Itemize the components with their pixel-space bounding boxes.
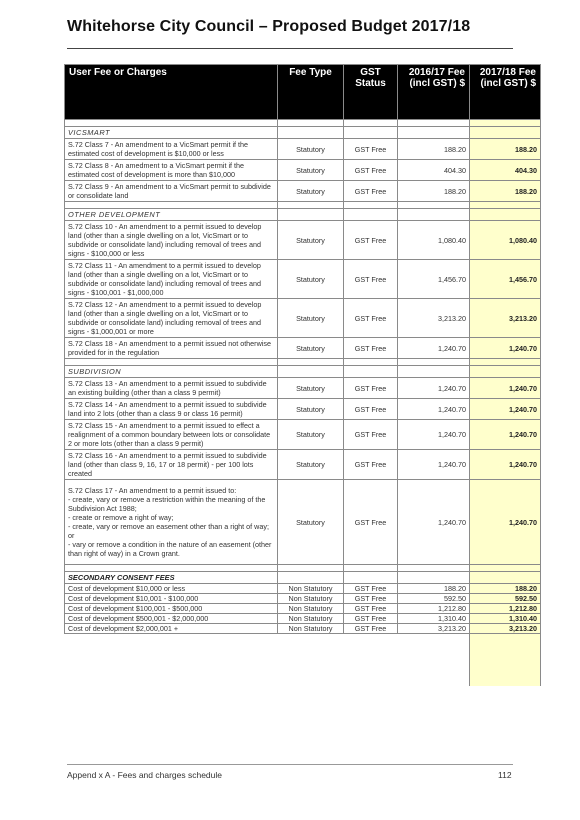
fee-2016-17: 404.30 — [398, 160, 470, 181]
section-empty-cell — [344, 209, 398, 221]
fee-type: Statutory — [278, 450, 344, 480]
table-row — [65, 378, 541, 399]
spacer-cell — [344, 359, 398, 366]
filler-cell — [470, 634, 541, 687]
section-heading: OTHER DEVELOPMENT — [65, 209, 278, 221]
section-empty-cell — [398, 209, 470, 221]
section-empty-cell — [278, 127, 344, 139]
table-row — [65, 420, 541, 450]
fee-2016-17: 1,240.70 — [398, 450, 470, 480]
table-row — [65, 450, 541, 480]
fee-type: Statutory — [278, 260, 344, 299]
spacer-cell — [278, 120, 344, 127]
filler-cell — [344, 634, 398, 687]
spacer-cell — [344, 120, 398, 127]
filler-cell — [278, 634, 344, 687]
gst-status: GST Free — [344, 624, 398, 634]
fee-description: S.72 Class 13 - An amendment to a permit issued to subdivide an existing building (other than a class 9 permit) — [65, 378, 278, 399]
gst-status: GST Free — [344, 378, 398, 399]
filler-cell — [398, 634, 470, 687]
fee-2016-17: 1,240.70 — [398, 338, 470, 359]
footer-divider — [67, 764, 513, 765]
header-fee-2016-17: 2016/17 Fee (incl GST) $ — [398, 65, 470, 120]
header-fee-2017-18: 2017/18 Fee (incl GST) $ — [470, 65, 541, 120]
fee-type: Non Statutory — [278, 614, 344, 624]
fee-description: Cost of development $10,000 or less — [65, 584, 278, 594]
gst-status: GST Free — [344, 450, 398, 480]
fee-type: Statutory — [278, 221, 344, 260]
section-heading-row — [65, 366, 541, 378]
spacer-cell — [65, 359, 278, 366]
fee-description: S.72 Class 15 - An amendment to a permit issued to effect a realignment of a common boundary between lots or consolidate 2 or more lots (other than a class 9 permit) — [65, 420, 278, 450]
fee-2016-17: 1,240.70 — [398, 378, 470, 399]
fee-description: S.72 Class 14 - An amendment to a permit issued to subdivide land into 2 lots (other than a class 9 or class 16 permit) — [65, 399, 278, 420]
fee-2016-17: 1,240.70 — [398, 420, 470, 450]
table-row — [65, 624, 541, 634]
description-line: S.72 Class 17 - An amendment to a permit issued to: — [68, 486, 237, 495]
section-empty-cell — [470, 127, 541, 139]
gst-status: GST Free — [344, 420, 398, 450]
description-line: - create, vary or remove an easement other than a right of way; or — [68, 522, 269, 540]
fee-description: S.72 Class 10 - An amendment to a permit issued to develop land (other than a single dwelling on a lot, VicSmart or to subdivide or consolidate land) including removal of trees and signs - $100,000 or less — [65, 221, 278, 260]
fee-2017-18: 3,213.20 — [470, 624, 541, 634]
fee-2017-18: 592.50 — [470, 594, 541, 604]
fee-2017-18: 1,212.80 — [470, 604, 541, 614]
gst-status: GST Free — [344, 181, 398, 202]
footer-label: Append x A - Fees and charges schedule — [67, 770, 222, 780]
table-row — [65, 480, 541, 565]
fee-2017-18: 188.20 — [470, 181, 541, 202]
fee-2017-18: 1,240.70 — [470, 378, 541, 399]
spacer-cell — [398, 120, 470, 127]
gst-status: GST Free — [344, 480, 398, 565]
spacer-cell — [398, 202, 470, 209]
description-line: - vary or remove a condition in the nature of an easement (other than right of way) in a Crown grant. — [68, 540, 272, 558]
fee-2017-18: 404.30 — [470, 160, 541, 181]
description-line: - create, vary or remove a restriction within the meaning of the Subdivision Act 1988; — [68, 495, 266, 513]
fee-2016-17: 188.20 — [398, 139, 470, 160]
table-row — [65, 299, 541, 338]
gst-status: GST Free — [344, 160, 398, 181]
fee-2017-18: 188.20 — [470, 584, 541, 594]
section-empty-cell — [398, 366, 470, 378]
fee-type: Statutory — [278, 399, 344, 420]
table-row — [65, 604, 541, 614]
fee-2017-18: 1,240.70 — [470, 338, 541, 359]
gst-status: GST Free — [344, 299, 398, 338]
section-empty-cell — [278, 572, 344, 584]
fee-type: Non Statutory — [278, 624, 344, 634]
fee-description: S.72 Class 7 - An amendment to a VicSmart permit if the estimated cost of development is $10,000 or less — [65, 139, 278, 160]
fee-2017-18: 1,240.70 — [470, 399, 541, 420]
description-line: - create or remove a right of way; — [68, 513, 174, 522]
fee-description: Cost of development $500,001 - $2,000,000 — [65, 614, 278, 624]
table-row — [65, 614, 541, 624]
fees-table — [64, 64, 541, 686]
fee-2016-17: 1,240.70 — [398, 480, 470, 565]
spacer-cell — [344, 202, 398, 209]
gst-status: GST Free — [344, 139, 398, 160]
fee-2016-17: 1,310.40 — [398, 614, 470, 624]
table-row — [65, 338, 541, 359]
table-row — [65, 139, 541, 160]
spacer-row — [65, 202, 541, 209]
fee-type: Non Statutory — [278, 584, 344, 594]
page-number: 112 — [498, 770, 512, 780]
spacer-cell — [278, 359, 344, 366]
spacer-cell — [470, 565, 541, 572]
gst-status: GST Free — [344, 614, 398, 624]
spacer-cell — [65, 202, 278, 209]
gst-status: GST Free — [344, 260, 398, 299]
fee-2016-17: 1,240.70 — [398, 399, 470, 420]
fee-description — [65, 480, 278, 565]
spacer-row — [65, 565, 541, 572]
spacer-cell — [470, 120, 541, 127]
gst-status: GST Free — [344, 604, 398, 614]
section-empty-cell — [470, 366, 541, 378]
section-empty-cell — [344, 127, 398, 139]
fee-type: Statutory — [278, 139, 344, 160]
table-row — [65, 584, 541, 594]
fee-type: Statutory — [278, 181, 344, 202]
fee-2017-18: 188.20 — [470, 139, 541, 160]
section-empty-cell — [278, 209, 344, 221]
fee-2016-17: 1,456.70 — [398, 260, 470, 299]
table-header-row — [65, 65, 541, 120]
spacer-cell — [65, 120, 278, 127]
section-heading-row — [65, 572, 541, 584]
gst-status: GST Free — [344, 221, 398, 260]
spacer-row — [65, 359, 541, 366]
fee-2017-18: 1,240.70 — [470, 480, 541, 565]
gst-status: GST Free — [344, 399, 398, 420]
fee-type: Statutory — [278, 378, 344, 399]
fee-description: S.72 Class 9 - An amendment to a VicSmart permit to subdivide or consolidate land — [65, 181, 278, 202]
title-divider — [67, 48, 513, 49]
gst-status: GST Free — [344, 338, 398, 359]
section-empty-cell — [470, 572, 541, 584]
section-empty-cell — [470, 209, 541, 221]
section-empty-cell — [398, 127, 470, 139]
gst-status: GST Free — [344, 594, 398, 604]
spacer-cell — [470, 359, 541, 366]
spacer-cell — [398, 565, 470, 572]
table-row — [65, 594, 541, 604]
fee-description: S.72 Class 16 - An amendment to a permit issued to subdivide land (other than class 9, 16, 17 or 18 permit) - per 100 lots created — [65, 450, 278, 480]
fee-type: Statutory — [278, 338, 344, 359]
gst-status: GST Free — [344, 584, 398, 594]
fee-description: S.72 Class 8 - An amedment to a VicSmart permit if the estimated cost of development is more than $10,000 — [65, 160, 278, 181]
spacer-cell — [65, 565, 278, 572]
fee-2016-17: 188.20 — [398, 584, 470, 594]
table-row — [65, 399, 541, 420]
fee-description: Cost of development $100,001 - $500,000 — [65, 604, 278, 614]
fee-2017-18: 1,240.70 — [470, 450, 541, 480]
spacer-cell — [278, 565, 344, 572]
section-heading: SECONDARY CONSENT FEES — [65, 572, 278, 584]
spacer-cell — [470, 202, 541, 209]
table-filler-row — [65, 634, 541, 687]
fee-type: Statutory — [278, 420, 344, 450]
spacer-cell — [344, 565, 398, 572]
section-empty-cell — [398, 572, 470, 584]
fee-2017-18: 1,310.40 — [470, 614, 541, 624]
section-heading-row — [65, 127, 541, 139]
fee-2017-18: 1,080.40 — [470, 221, 541, 260]
fee-2016-17: 3,213.20 — [398, 624, 470, 634]
section-heading: SUBDIVISION — [65, 366, 278, 378]
fee-description: S.72 Class 12 - An amendment to a permit issued to develop land (other than a single dwelling on a lot, VicSmart or to subdivide or consolidate land) including removal of trees and signs - $1,000,001 or more — [65, 299, 278, 338]
fee-2017-18: 3,213.20 — [470, 299, 541, 338]
spacer-cell — [398, 359, 470, 366]
table-row — [65, 221, 541, 260]
header-description: User Fee or Charges — [65, 65, 278, 120]
fee-type: Statutory — [278, 160, 344, 181]
fee-description: S.72 Class 11 - An amendment to a permit issued to develop land (other than a single dwelling on a lot, VicSmart or to subdivide or consolidate land) including removal of trees and signs - $100,001 - $1,000,000 — [65, 260, 278, 299]
fee-2016-17: 188.20 — [398, 181, 470, 202]
table-row — [65, 260, 541, 299]
spacer-cell — [278, 202, 344, 209]
fee-2016-17: 592.50 — [398, 594, 470, 604]
fee-description: S.72 Class 18 - An amendment to a permit issued not otherwise provided for in the regulation — [65, 338, 278, 359]
fee-2016-17: 1,080.40 — [398, 221, 470, 260]
fee-2017-18: 1,240.70 — [470, 420, 541, 450]
fee-2016-17: 3,213.20 — [398, 299, 470, 338]
filler-cell — [65, 634, 278, 687]
table-row — [65, 181, 541, 202]
spacer-row — [65, 120, 541, 127]
fee-type: Non Statutory — [278, 594, 344, 604]
section-heading: VICSMART — [65, 127, 278, 139]
fee-type: Statutory — [278, 480, 344, 565]
section-heading-row — [65, 209, 541, 221]
section-empty-cell — [344, 366, 398, 378]
table-body — [65, 120, 541, 687]
section-empty-cell — [344, 572, 398, 584]
table-row — [65, 160, 541, 181]
header-fee-type: Fee Type — [278, 65, 344, 120]
fee-2017-18: 1,456.70 — [470, 260, 541, 299]
fee-description: Cost of development $10,001 - $100,000 — [65, 594, 278, 604]
header-gst-status: GST Status — [344, 65, 398, 120]
fee-type: Statutory — [278, 299, 344, 338]
fee-description: Cost of development $2,000,001 + — [65, 624, 278, 634]
page-title: Whitehorse City Council – Proposed Budget 2017/18 — [67, 18, 471, 35]
section-empty-cell — [278, 366, 344, 378]
fee-type: Non Statutory — [278, 604, 344, 614]
fee-2016-17: 1,212.80 — [398, 604, 470, 614]
